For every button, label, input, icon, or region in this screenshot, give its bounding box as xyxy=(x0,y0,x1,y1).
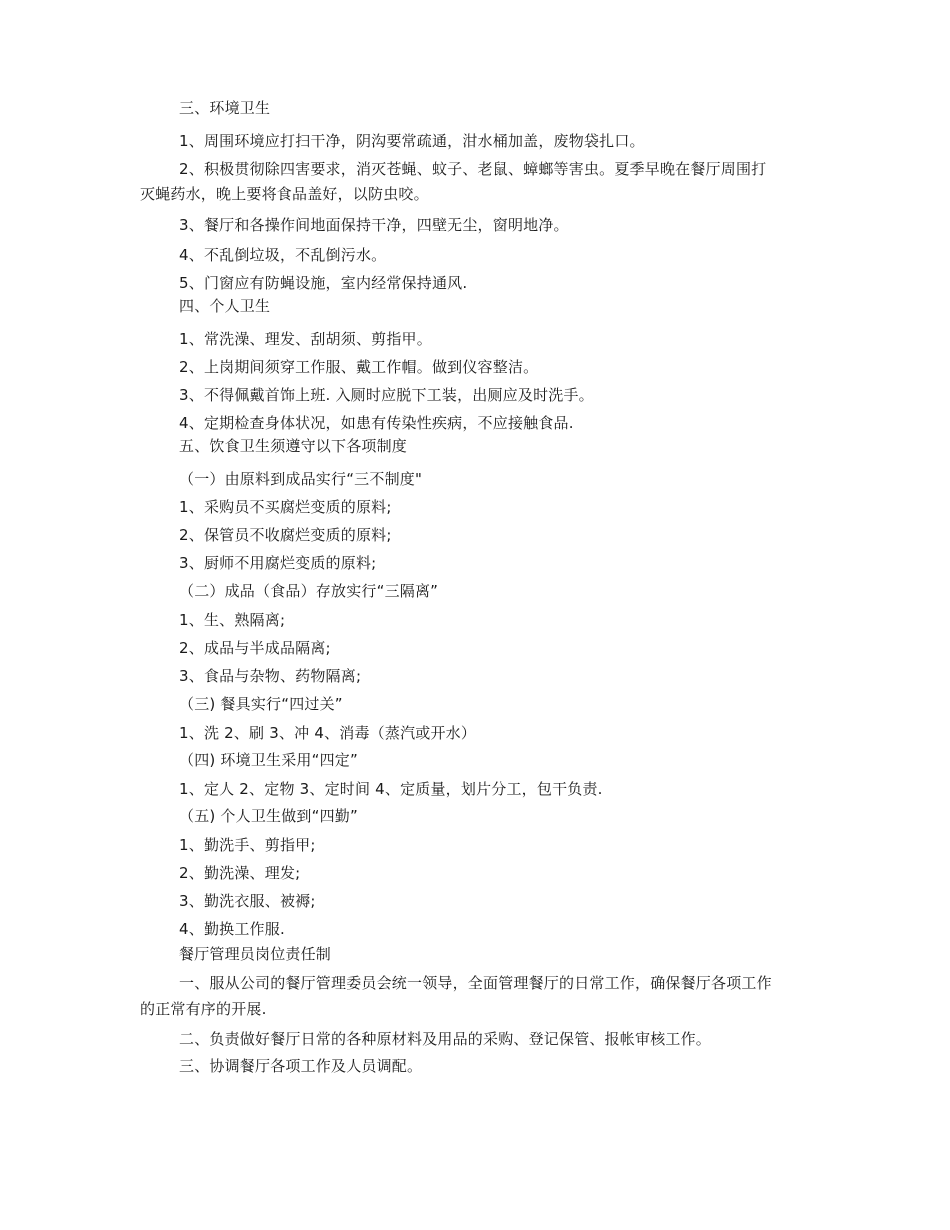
paragraph-line: 2、保管员不收腐烂变质的原料; xyxy=(179,526,392,544)
subsection-heading: （二）成品（食品）存放实行“三隔离” xyxy=(179,582,439,600)
paragraph-line: 3、厨师不用腐烂变质的原料; xyxy=(179,554,377,572)
paragraph-line: 三、协调餐厅各项工作及人员调配。 xyxy=(179,1057,423,1075)
paragraph-line: 3、不得佩戴首饰上班. 入厕时应脱下工装，出厕应及时洗手。 xyxy=(179,386,594,404)
paragraph-line: 4、不乱倒垃圾，不乱倒污水。 xyxy=(179,246,387,264)
paragraph-line: 2、积极贯彻除四害要求，消灭苍蝇、蚊子、老鼠、蟑螂等害虫。夏季早晚在餐厅周围打 xyxy=(179,160,767,178)
paragraph-line: 二、负责做好餐厅日常的各种原材料及用品的采购、登记保管、报帐审核工作。 xyxy=(179,1030,712,1048)
subsection-heading: （一）由原料到成品实行“三不制度" xyxy=(179,470,423,488)
paragraph-line: 1、定人 2、定物 3、定时间 4、定质量，划片分工，包干负责. xyxy=(179,780,603,798)
paragraph-line: 4、勤换工作服. xyxy=(179,920,285,938)
subsection-heading: （五) 个人卫生做到“四勤” xyxy=(179,807,358,825)
paragraph-line: 一、服从公司的餐厅管理委员会统一领导，全面管理餐厅的日常工作，确保餐厅各项工作 xyxy=(179,974,772,992)
paragraph-line: 3、食品与杂物、药物隔离; xyxy=(179,667,362,685)
paragraph-line: 灭蝇药水，晚上要将食品盖好，以防虫咬。 xyxy=(140,185,429,203)
paragraph-line: 2、上岗期间须穿工作服、戴工作帽。做到仪容整洁。 xyxy=(179,358,539,376)
paragraph-line: 1、周围环境应打扫干净，阴沟要常疏通，泔水桶加盖，废物袋扎口。 xyxy=(179,132,645,150)
section-heading: 五、饮食卫生须遵守以下各项制度 xyxy=(179,437,408,455)
section-heading: 三、环境卫生 xyxy=(179,99,271,117)
paragraph-line: 4、定期检查身体状况，如患有传染性疾病，不应接触食品. xyxy=(179,414,574,432)
section-heading: 四、个人卫生 xyxy=(179,297,271,315)
paragraph-line: 5、门窗应有防蝇设施，室内经常保持通风. xyxy=(179,274,468,292)
paragraph-line: 2、成品与半成品隔离; xyxy=(179,639,331,657)
paragraph-line: 1、勤洗手、剪指甲; xyxy=(179,836,316,854)
paragraph-line: 3、勤洗衣服、被褥; xyxy=(179,892,316,910)
subsection-heading: （四) 环境卫生采用“四定” xyxy=(179,751,358,769)
paragraph-line: 1、常洗澡、理发、刮胡须、剪指甲。 xyxy=(179,330,432,348)
paragraph-line: 1、生、熟隔离; xyxy=(179,611,286,629)
paragraph-line: 1、采购员不买腐烂变质的原料; xyxy=(179,498,392,516)
section-heading: 餐厅管理员岗位责任制 xyxy=(179,945,332,963)
paragraph-line: 2、勤洗澡、理发; xyxy=(179,864,301,882)
paragraph-line: 1、洗 2、刷 3、冲 4、消毒（蒸汽或开水） xyxy=(179,724,477,742)
subsection-heading: （三) 餐具实行“四过关” xyxy=(179,695,343,713)
paragraph-line: 的正常有序的开展. xyxy=(140,1000,267,1018)
paragraph-line: 3、餐厅和各操作间地面保持干净，四壁无尘，窗明地净。 xyxy=(179,216,569,234)
